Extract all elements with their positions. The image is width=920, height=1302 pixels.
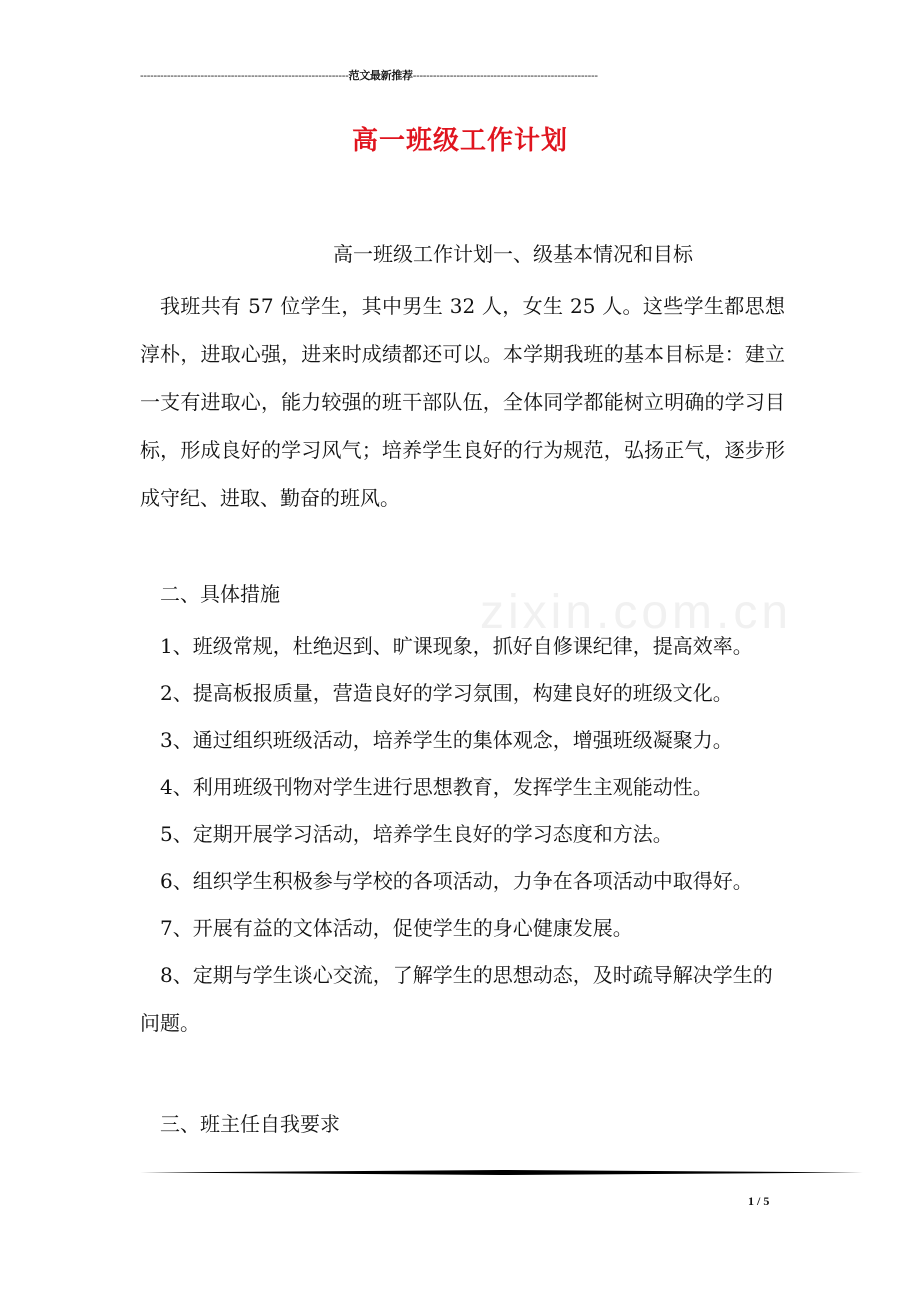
list-item (140, 904, 785, 952)
list-item-text: 3、通过组织班级活动，培养学生的集体观念，增强班级凝聚力。 (160, 728, 733, 752)
list-item (140, 763, 785, 811)
list-item (140, 810, 785, 858)
header-dashes-left: -------------------------------------------------------------- (140, 70, 349, 82)
list-item-text: 1、班级常规，杜绝迟到、旷课现象，抓好自修课纪律，提高效率。 (160, 634, 753, 658)
page-header (140, 68, 770, 84)
watermark: zixin.com.cn (480, 586, 793, 639)
list-item-text: 5、定期开展学习活动，培养学生良好的学习态度和方法。 (160, 822, 673, 846)
list-item (140, 951, 785, 1047)
section-two-heading: 二、具体措施 (160, 582, 280, 606)
document-title: 高一班级工作计划 (351, 126, 568, 156)
list-item (140, 716, 785, 764)
list-item-text: 8、定期与学生谈心交流，了解学生的思想动态，及时疏导解决学生的问题。 (140, 963, 773, 1035)
list-item-text: 7、开展有益的文体活动，促使学生的身心健康发展。 (160, 916, 633, 940)
section-three-heading: 三、班主任自我要求 (160, 1112, 340, 1136)
page-number: 1 / 5 (748, 1194, 770, 1208)
footer-divider (140, 1170, 863, 1175)
intro-paragraph: 我班共有 57 位学生，其中男生 32 人，女生 25 人。这些学生都思想淳朴，进取心强，进来时成绩都还可以。本学期我班的基本目标是：建立一支有进取心，能力较强的班干部队伍，全体同学都能树立明确的学习目标，形成良好的学习风气；培养学生良好的行为规范，弘扬正气，逐步形成守纪、进取、勤奋的班风。 (140, 294, 785, 510)
list-item (140, 857, 785, 905)
list-item (140, 622, 785, 670)
list-item-text: 6、组织学生积极参与学校的各项活动，力争在各项活动中取得好。 (160, 869, 753, 893)
intro-paragraph-block (140, 282, 785, 522)
list-item-text: 4、利用班级刊物对学生进行思想教育，发挥学生主观能动性。 (160, 775, 713, 799)
list-item (140, 669, 785, 717)
header-label: 范文最新推荐 (348, 70, 413, 82)
list-item-text: 2、提高板报质量，营造良好的学习氛围，构建良好的班级文化。 (160, 681, 733, 705)
header-dashes-right: ------------------------------------------------------- (412, 70, 598, 82)
section-one-heading: 高一班级工作计划一、级基本情况和目标 (333, 242, 693, 266)
